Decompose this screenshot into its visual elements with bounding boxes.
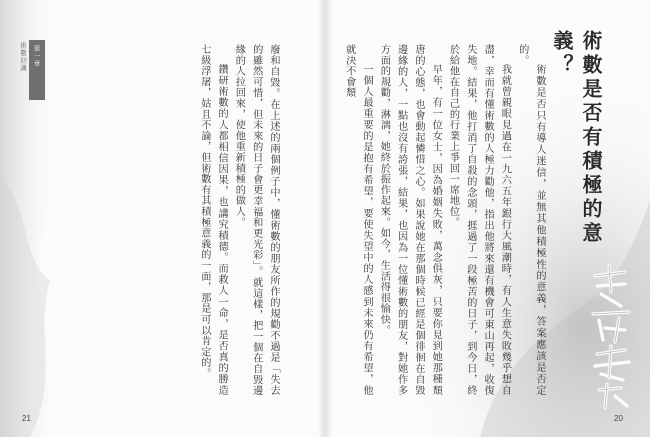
paragraph: 術數是否只有導人迷信，並無其他積極性的意義，答案應該是否定的。	[516, 44, 545, 396]
paragraph: 我就曾親眼見過在一九六五年銀行大風潮時，有人生意失敗幾乎想自盡，幸而有懂術數的人極力勸他，指出他將來還有機會可東山再起，收復失地。結果，他打消了自殺的念頭，捱過了一段極苦的日子，到今日，終於給他在自己的行業上爭回一席地位。	[447, 44, 511, 396]
page-number-left: 21	[22, 414, 31, 423]
paragraph: 鑽研術數的人都相信因果，也講究積德。而救人一命，是否真的勝造七級浮屠，姑且不論，但術數有其積極意義的一面，那是可以肯定的。	[198, 44, 228, 396]
paragraph: 早年，有一位女士，因為婚姻失敗，萬念俱灰，只要你見到她那種頹唐的心態，也會動起憐惜之心。如果說她在那個時候已經是個徘徊在自毀邊緣的人，一點也沒有誇張，結果，也因為一位懂術數的朋友，對她作多方面的規勸，淋漓，她終於振作起來。如今，生活得很愉快。	[378, 44, 442, 396]
paragraph: 廢和自毀。在上述的兩個例子中，懂術數的朋友所作的規勸不過是「失去的雖然可惜，但未來的日子會更幸福和更光彩」。就這樣，把一個在自毀邊緣的人拉回來，使他重新積極的做人。	[233, 44, 279, 396]
page-number-right: 20	[614, 414, 623, 423]
chapter-tab	[29, 40, 45, 100]
book-gutter	[318, 0, 332, 437]
article-title: 術數是否有積極的意義？	[550, 30, 603, 246]
left-page-body	[72, 44, 282, 396]
calligraphy-logo	[585, 262, 639, 412]
chapter-label: 第一章	[32, 45, 41, 68]
chapter-subtitle: 術數初識	[19, 42, 27, 72]
paragraph: 一個人最重要的是抱有希望，要使失望中的人感到未來仍有希望，他就決不會頹	[343, 44, 373, 396]
right-page-body	[343, 44, 548, 396]
